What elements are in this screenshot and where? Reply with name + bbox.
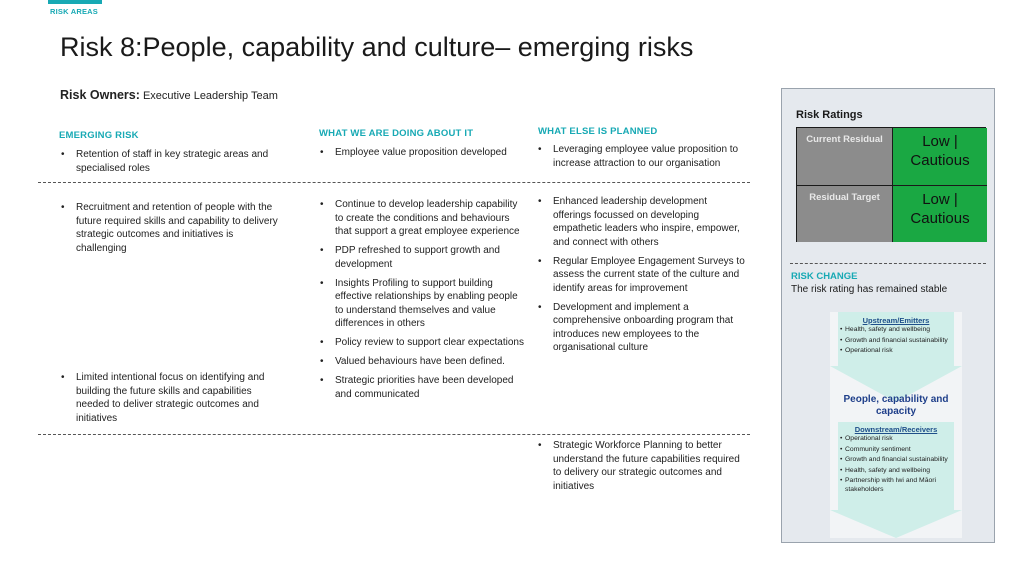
upstream-list: [830, 326, 962, 356]
risk-change-text: The risk rating has remained stable: [791, 284, 948, 295]
row3-planned-list: [537, 439, 747, 499]
list-item: • Health, safety and wellbeing: [840, 326, 962, 335]
risk-owners: [60, 88, 278, 102]
row1-planned-list: [537, 143, 759, 176]
upstream-title: Upstream/Emitters: [862, 316, 930, 325]
list-item: • Health, safety and wellbeing: [840, 467, 962, 476]
list-item: • Employee value proposition developed: [319, 146, 524, 160]
residual-target-value: Low | Cautious: [892, 185, 987, 242]
planned-heading: WHAT ELSE IS PLANNED: [538, 126, 658, 137]
list-item: • Strategic Workforce Planning to better understand the future capabilities required to delivery our strategic outcomes and initiatives: [537, 439, 747, 493]
list-item: • Valued behaviours have been defined.: [319, 355, 524, 369]
current-residual-label: Current Residual: [797, 128, 892, 185]
list-item: • Retention of staff in key strategic areas and specialised roles: [60, 148, 285, 175]
list-item: • Insights Profiling to support building effective relationships by enabling people to understand themselves and value differences in others: [319, 277, 524, 331]
list-item: • Development and implement a comprehensive onboarding program that introduces new employees to the organisational culture: [537, 301, 747, 355]
top-accent-bar: [48, 0, 102, 4]
list-item: • Growth and financial sustainability: [840, 337, 962, 346]
list-item: • Strategic priorities have been developed and communicated: [319, 374, 524, 401]
row2-planned-list: [537, 195, 747, 360]
list-item: • PDP refreshed to support growth and development: [319, 244, 524, 271]
residual-target-label: Residual Target: [797, 185, 892, 242]
owners-label: Risk Owners:: [60, 88, 140, 102]
risk-ratings-table: [796, 127, 986, 242]
emerging-risk-heading: EMERGING RISK: [59, 130, 139, 141]
downstream-list: [830, 435, 962, 494]
list-item: • Community sentiment: [840, 446, 962, 455]
risk-ratings-title: Risk Ratings: [796, 109, 863, 121]
list-item: • Operational risk: [840, 347, 962, 356]
list-item: • Regular Employee Engagement Surveys to assess the current state of the culture and identify areas for improvement: [537, 255, 747, 296]
row2-emerging-list: [60, 201, 285, 261]
list-item: • Partnership with Iwi and Māori stakeholders: [840, 477, 962, 494]
list-item: • Recruitment and retention of people with the future required skills and capability to delivery strategic outcomes and initiatives is challenging: [60, 201, 285, 255]
center-risk-label: People, capability and capacity: [843, 394, 949, 417]
downstream-title: Downstream/Receivers: [854, 425, 938, 434]
owners-value: Executive Leadership Team: [142, 90, 278, 102]
list-item: • Leveraging employee value proposition to increase attraction to our organisation: [537, 143, 759, 170]
section-tag: RISK AREAS: [50, 7, 98, 16]
row1-doing-list: [319, 146, 524, 165]
row2-doing-list: [319, 198, 524, 407]
list-item: • Growth and financial sustainability: [840, 456, 962, 465]
panel-divider: [790, 263, 986, 264]
list-item: • Operational risk: [840, 435, 962, 444]
list-item: • Limited intentional focus on identifying and building the future skills and capabilities needed to deliver strategic outcomes and initiatives: [60, 371, 285, 425]
downstream-box: [830, 422, 962, 538]
doing-heading: WHAT WE ARE DOING ABOUT IT: [319, 128, 474, 139]
list-item: • Enhanced leadership development offerings focussed on developing empathetic leaders who inspire, empower, and connect with others: [537, 195, 747, 249]
current-residual-value: Low | Cautious: [892, 128, 987, 185]
row-divider: [38, 434, 750, 435]
row1-emerging-list: [60, 148, 285, 181]
risk-flow-diagram: [830, 312, 962, 538]
row2-emerging-list-b: [60, 371, 285, 431]
list-item: • Continue to develop leadership capability to create the conditions and behaviours that support a great employee experience: [319, 198, 524, 239]
row-divider: [38, 182, 750, 183]
list-item: • Policy review to support clear expectations: [319, 336, 524, 350]
risk-change-heading: RISK CHANGE: [791, 271, 858, 282]
upstream-box: [830, 312, 962, 402]
page-title: Risk 8:People, capability and culture– emerging risks: [60, 32, 694, 62]
